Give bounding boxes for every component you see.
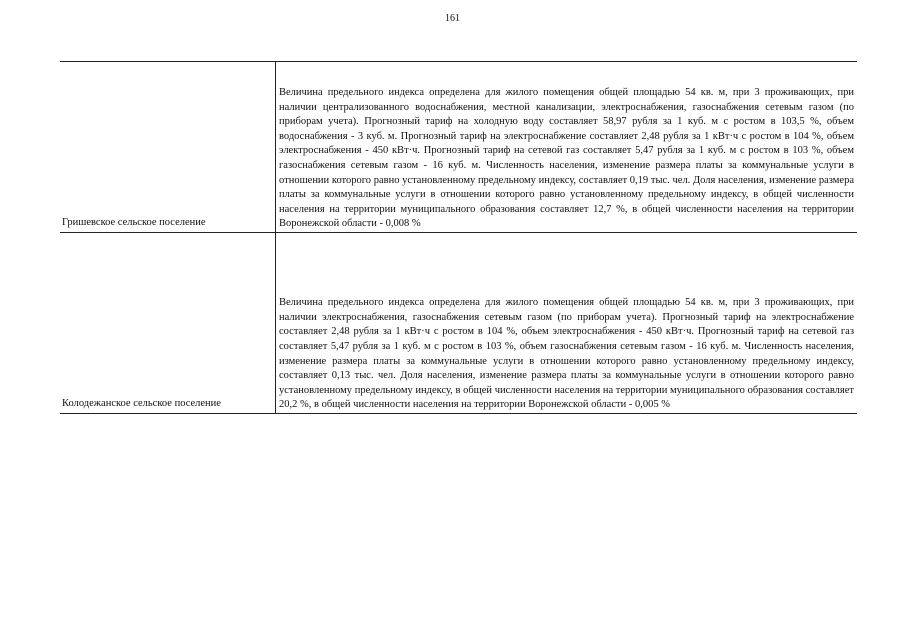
description-cell (276, 62, 857, 232)
description-cell (276, 233, 857, 413)
settlement-name: Колодежанское сельское поселение (62, 398, 221, 409)
table-row (60, 62, 857, 232)
description-text: Величина предельного индекса определена для жилого помещения общей площадью 54 кв. м, при 3 проживающих, при наличии централизованного водоснабжения, местной канализации, электроснабжения, газоснабжения сетевым газом (по приборам учета). Прогнозный тариф на холодную воду составляет 58,97 рубля за 1 куб. м с ростом в 103,5 %, объем водоснабжения - 3 куб. м. Прогнозный тариф на электроснабжение составляет 2,48 рубля за 1 кВт·ч с ростом в 104 %, объем электроснабжения - 450 кВт·ч. Прогнозный тариф на сетевой газ составляет 5,47 рубля за 1 куб. м с ростом в 103 %, объем газоснабжения сетевым газом - 16 куб. м. Численность населения, изменение размера платы за коммунальные услуги в отношении которого равно установленному предельному индексу, составляет 0,19 тыс. чел. Доля населения, изменение размера платы за коммунальные услуги в отношении которого равно установленному предельному индексу, в общей численности населения на территории муниципального образования составляет 12,7 %, в общей численности населения на территории Воронежской области - 0,008 % (279, 87, 854, 230)
settlement-name: Гришевское сельское поселение (62, 217, 206, 228)
tariff-table (60, 61, 857, 414)
description-text: Величина предельного индекса определена для жилого помещения общей площадью 54 кв. м, при 3 проживающих, при наличии электроснабжения, газоснабжения сетевым газом (по приборам учета). Прогнозный тариф на электроснабжение составляет 2,48 рубля за 1 кВт·ч с ростом в 104 %, объем электроснабжения - 450 кВт·ч. Прогнозный тариф на сетевой газ составляет 5,47 рубля за 1 куб. м с ростом в 103 %, объем газоснабжения сетевым газом - 16 куб. м. Численность населения, изменение размера платы за коммунальные услуги в отношении которого равно установленному предельному индексу, составляет 0,13 тыс. чел. Доля населения, изменение размера платы за коммунальные услуги в отношении которого равно установленному предельному индексу, в общей численности населения на территории муниципального образования составляет 20,2 %, в общей численности населения на территории Воронежской области - 0,005 % (279, 297, 854, 411)
page-number: 161 (445, 13, 460, 24)
settlement-name-cell (60, 62, 276, 232)
table-row (60, 232, 857, 413)
settlement-name-cell (60, 233, 276, 413)
